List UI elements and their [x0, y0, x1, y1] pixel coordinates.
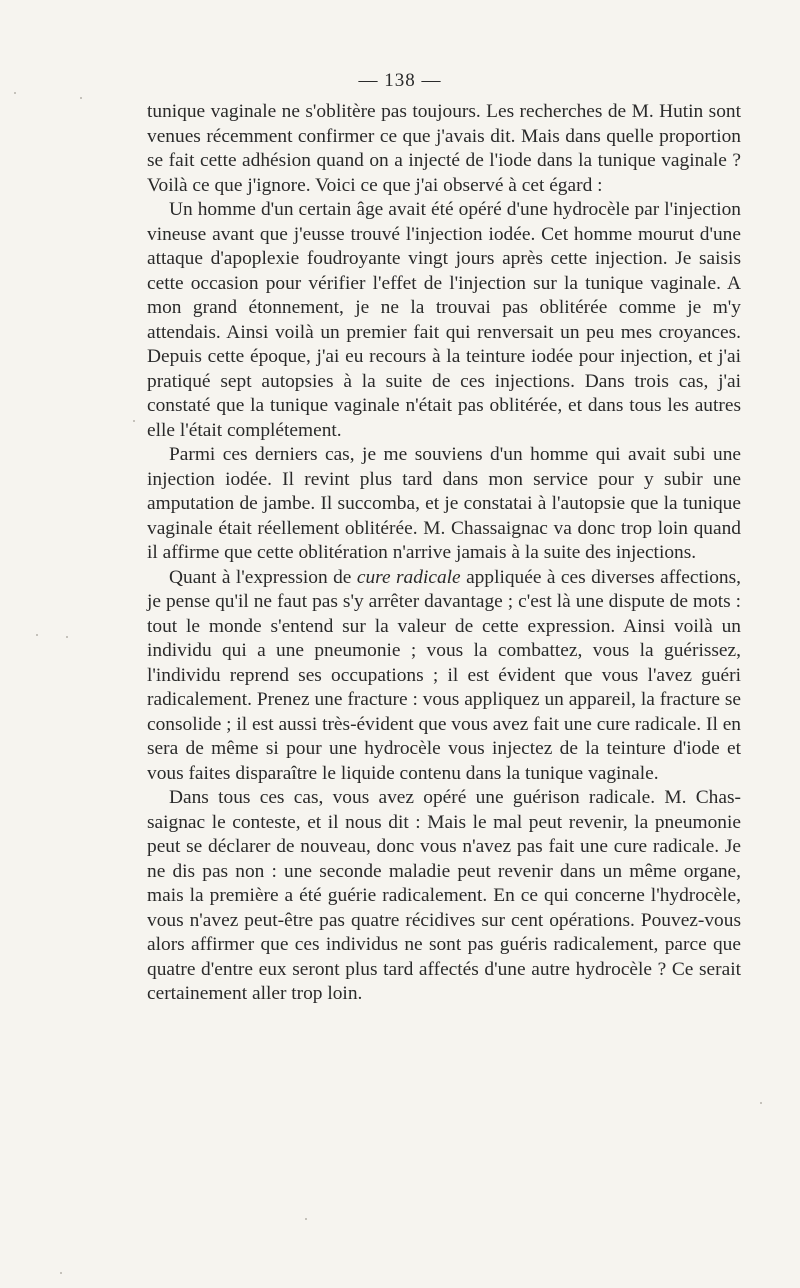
paragraph-4-rest: appliquée à ces diverses affections, je pense qu'il ne faut pas s'y arrêter davantage ; c'est là une dispute de mots : tout le monde s'entend sur la valeur de cette expression. Ainsi voilà un individu qui a une pneumonie ; vous la combattez, vous la guérissez, l'individu reprend ses occupations ; il est évident que vous l'avez guéri radicalement. Prenez une fracture : vous appliquez un appareil, la fracture se consolide ; il est aussi très-évident que vous avez fait une cure radicale. Il en sera de même si pour une hydrocèle vous injectez de la teinture d'iode et vous faites disparaître le liquide contenu dans la tunique vaginale. [147, 566, 742, 784]
paragraph-4-lead: Quant à l'expression de [169, 566, 357, 588]
paragraph-2: Un homme d'un certain âge avait été opéré d'une hydrocèle par l'injection vineuse avant que j'eusse trouvé l'injection iodée. Cet homme mourut d'une attaque d'apoplexie foudroyante vingt jours après cette injection. Je saisis cette occasion pour vérifier l'effet de l'injection sur la tunique vaginale. A mon grand étonnement, je ne la trouvai pas oblitérée comme je m'y attendais. Ainsi voilà un premier fait qui renversait un peu mes croyances. Depuis cette époque, j'ai eu recours à la teinture iodée pour injection, et j'ai pratiqué sept autopsies à la suite de ces injections. Dans trois cas, j'ai constaté que la tunique vaginale n'était pas oblitérée, et dans tous les autres elle l'était complétement. [147, 199, 741, 441]
paper-speck [66, 636, 68, 638]
paper-speck [760, 1102, 762, 1104]
body-text [147, 100, 741, 1007]
paper-speck [36, 634, 38, 636]
paper-speck [80, 97, 82, 99]
paragraph-4 [147, 566, 741, 787]
paragraph-5: Dans tous ces cas, vous avez opéré une guérison radicale. M. Chassaignac le conteste, et il nous dit : Mais le mal peut revenir, la pneumonie peut se déclarer de nouveau, donc vous n'avez pas fait une cure radicale. Je ne dis pas non : une seconde maladie peut revenir dans un même organe, mais la première a été guérie radicalement. En ce qui concerne l'hydrocèle, vous n'avez peut-être pas quatre récidives sur cent opérations. Pouvez-vous alors affirmer que ces individus ne sont pas guéris radicalement, parce que quatre d'entre eux seront plus tard affectés d'une autre hydrocèle ? Ce serait certainement aller trop loin. [147, 787, 741, 1004]
paper-speck [14, 92, 16, 94]
paper-speck [133, 420, 135, 422]
paper-speck [305, 1218, 307, 1220]
paragraph-3: Parmi ces derniers cas, je me souviens d'un homme qui avait subi une injection iodée. Il revint plus tard dans mon service pour y subir une amputation de jambe. Il succomba, et je constatai à l'autopsie que la tunique vaginale était réellement oblitérée. M. Chassaignac va donc trop loin quand il affirme que cette oblitération n'arrive jamais à la suite des injections. [147, 444, 741, 563]
page-number: — 138 — [358, 70, 442, 91]
paragraph-1: tunique vaginale ne s'oblitère pas toujours. Les recherches de M. Hutin sont venues récemment confirmer ce que j'avais dit. Mais dans quelle proportion se fait cette adhésion quand on a injecté de l'iode dans la tunique vaginale ? Voilà ce que j'ignore. Voici ce que j'ai observé à cet égard : [147, 101, 741, 196]
paper-speck [60, 1272, 62, 1274]
paragraph-4-emphasis: cure radicale [356, 566, 461, 588]
